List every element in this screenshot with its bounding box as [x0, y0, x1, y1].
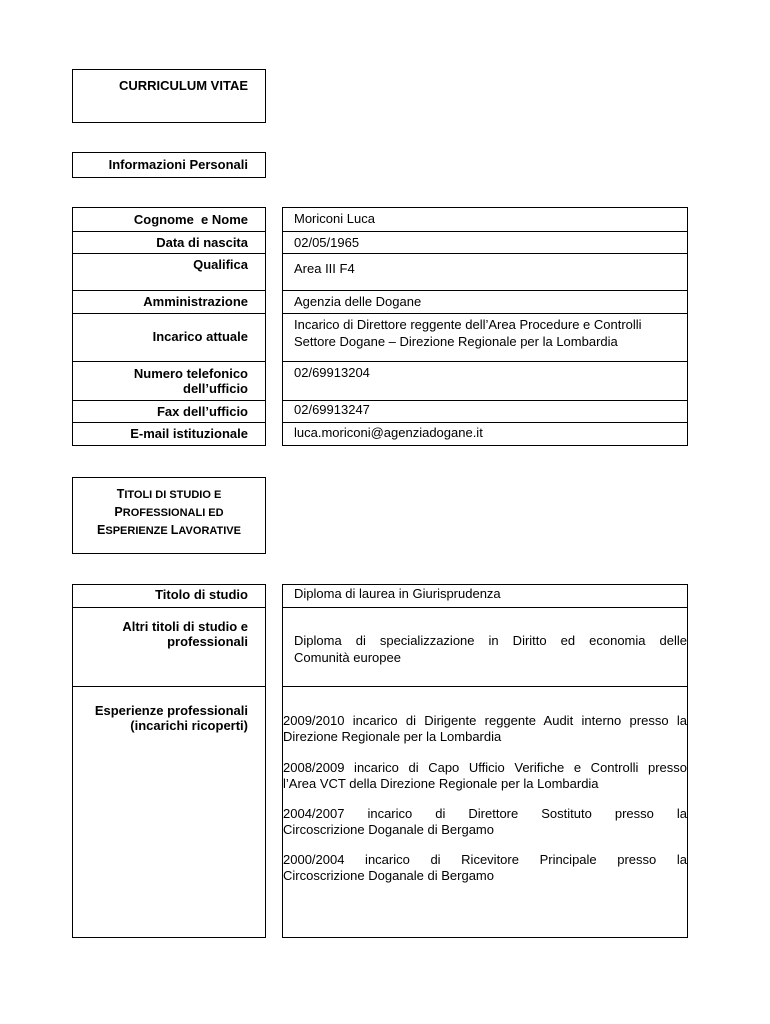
- esperienze-label-line2: (incarichi ricoperti): [130, 718, 248, 733]
- telefono-label-line2: dell’ufficio: [183, 381, 248, 396]
- esperienza-item: [283, 713, 687, 745]
- section-titoli-line1: TITOLI DI STUDIO E: [116, 487, 222, 501]
- telefono-value: 02/69913204: [294, 365, 370, 380]
- esperienza-line2: Circoscrizione Doganale di Bergamo: [283, 868, 494, 883]
- incarico-label: Incarico attuale: [152, 329, 248, 344]
- esperienza-line1: 2004/2007 incarico di Direttore Sostituto presso la: [283, 806, 687, 821]
- incarico-value-line2: Settore Dogane – Direzione Regionale per la Lombardia: [294, 334, 618, 349]
- nascita-label: Data di nascita: [156, 235, 248, 250]
- qualifica-value: Area III F4: [294, 261, 355, 276]
- titolo-value: Diploma di laurea in Giurisprudenza: [294, 586, 501, 601]
- fax-label: Fax dell’ufficio: [156, 404, 248, 419]
- amministrazione-value: Agenzia delle Dogane: [294, 294, 422, 309]
- incarico-value-line1: Incarico di Direttore reggente dell’Area Procedure e Controlli: [294, 317, 642, 332]
- cognome-value: Moriconi Luca: [294, 211, 375, 226]
- esperienze-label-line1: Esperienze professionali: [94, 703, 248, 718]
- esperienza-item: [283, 806, 687, 838]
- esperienza-line1: 2000/2004 incarico di Ricevitore Principale presso la: [283, 852, 687, 867]
- altri-label-line1: Altri titoli di studio e: [122, 619, 248, 634]
- altri-value-line2: Comunità europee: [294, 650, 401, 665]
- esperienza-line2: Direzione Regionale per la Lombardia: [283, 729, 502, 744]
- section-personal-title: Informazioni Personali: [108, 157, 248, 172]
- email-value: luca.moriconi@agenziadogane.it: [294, 425, 483, 440]
- fax-value: 02/69913247: [294, 402, 370, 417]
- section-titoli-line2: PROFESSIONALI ED: [114, 505, 224, 519]
- esperienza-line1: 2009/2010 incarico di Dirigente reggente Audit interno presso la: [283, 713, 687, 728]
- email-label: E-mail istituzionale: [130, 426, 248, 441]
- telefono-label-line1: Numero telefonico: [133, 366, 248, 381]
- section-titoli-title: [72, 486, 266, 540]
- amministrazione-label: Amministrazione: [143, 294, 248, 309]
- esperienza-item: [283, 852, 687, 884]
- cognome-label: Cognome e Nome: [133, 212, 248, 227]
- esperienza-line2: Circoscrizione Doganale di Bergamo: [283, 822, 494, 837]
- nascita-value: 02/05/1965: [294, 235, 360, 250]
- qualifica-label: Qualifica: [193, 257, 248, 272]
- esperienza-item: [283, 760, 687, 792]
- titolo-label: Titolo di studio: [155, 587, 248, 602]
- cv-title: CURRICULUM VITAE: [118, 78, 248, 93]
- altri-label-line2: professionali: [167, 634, 248, 649]
- esperienza-line1: 2008/2009 incarico di Capo Ufficio Verifiche e Controlli presso: [283, 760, 687, 775]
- altri-value-line1: Diploma di specializzazione in Diritto ed economia delle: [294, 633, 687, 648]
- section-titoli-line3: ESPERIENZE LAVORATIVE: [97, 523, 241, 537]
- esperienza-line2: l’Area VCT della Direzione Regionale per la Lombardia: [283, 776, 599, 791]
